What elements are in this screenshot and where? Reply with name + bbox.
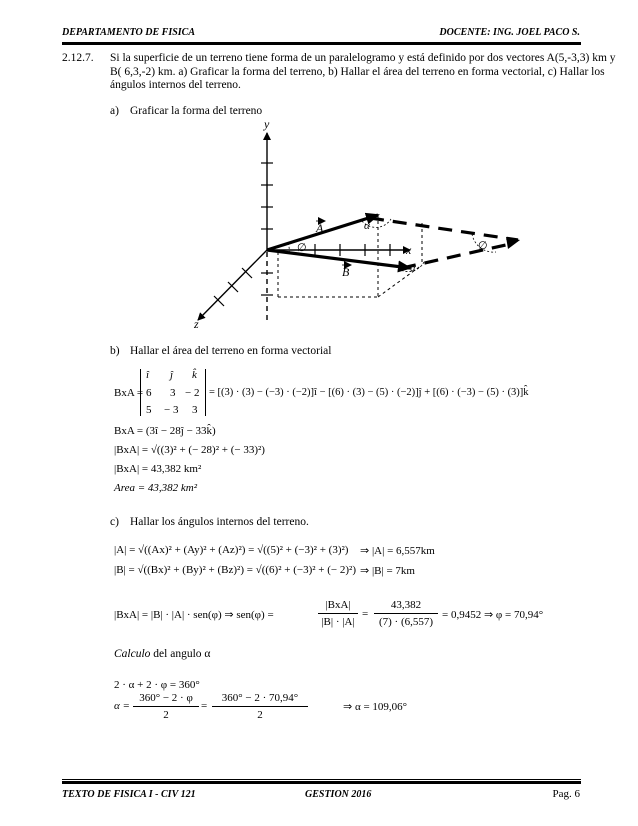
problem-line-2: B( 6,3,-2) km. a) Graficar la forma del terreno, b) Hallar el área del terreno en forma vectorial, c) Hallar los bbox=[110, 65, 605, 78]
calculo-rest: del angulo α bbox=[150, 648, 211, 660]
parallelogram-figure bbox=[190, 115, 535, 335]
determinant-left-bar bbox=[140, 369, 141, 416]
problem-line-1: Si la superficie de un terreno tiene forma de un paralelogramo y está definido por dos vectores A(5,-3,3) km y bbox=[110, 52, 616, 64]
determinant-right-bar bbox=[205, 369, 206, 416]
det-row3-c2: − 3 bbox=[164, 404, 179, 416]
det-row3-c3: 3 bbox=[192, 404, 198, 416]
fraction3-numerator: 360° − 2 · φ bbox=[139, 692, 193, 704]
axis-y-label: y bbox=[264, 117, 270, 131]
fraction1-bar bbox=[318, 613, 358, 614]
part-a-label: a) bbox=[110, 105, 119, 117]
magnitude-a-expr: |A| = √((Ax)² + (Ay)² + (Az)²) = √((5)² + (−3)² + (3)²) bbox=[114, 544, 349, 556]
vector-b bbox=[267, 250, 410, 268]
construction-lines bbox=[278, 215, 422, 297]
z-axis-ticks bbox=[214, 268, 252, 306]
fraction4-bar bbox=[212, 706, 308, 707]
footer-left: TEXTO DE FISICA I - CIV 121 bbox=[62, 789, 196, 800]
part-b-text: Hallar el área del terreno en forma vectorial bbox=[130, 345, 332, 357]
unit-i: î bbox=[146, 369, 150, 381]
cross-angle-eq: |BxA| = |B| · |A| · sen(φ) ⇒ sen(φ) = bbox=[114, 609, 274, 621]
cross-magnitude-expr: |BxA| = √((3)² + (− 28)² + (− 33)²) bbox=[114, 444, 265, 456]
fraction3-denominator: 2 bbox=[163, 709, 169, 721]
alpha-label-bottom: α bbox=[410, 262, 416, 274]
fraction4-denominator: 2 bbox=[257, 709, 263, 721]
part-c-label: c) bbox=[110, 516, 119, 528]
problem-statement bbox=[110, 52, 616, 93]
fraction-equals: = bbox=[362, 608, 369, 620]
fraction1-denominator: |B| · |A| bbox=[321, 616, 355, 628]
fraction3-bar bbox=[133, 706, 199, 707]
part-c-text: Hallar los ángulos internos del terreno. bbox=[130, 516, 309, 528]
parallelogram-side-top bbox=[370, 218, 518, 240]
footer-center: GESTION 2016 bbox=[305, 789, 372, 800]
det-row3-c1: 5 bbox=[146, 404, 152, 416]
alpha-result: ⇒ α = 109,06° bbox=[343, 701, 408, 713]
header-left: DEPARTAMENTO DE FISICA bbox=[62, 27, 196, 38]
fraction1-numerator: |BxA| bbox=[325, 599, 351, 611]
unit-j: ĵ bbox=[170, 369, 174, 381]
header-right: DOCENTE: ING. JOEL PACO S. bbox=[439, 27, 580, 38]
fraction3-equals: = bbox=[201, 700, 208, 712]
calculo-word: Calculo bbox=[114, 648, 151, 660]
determinant-expansion: = [(3) · (3) − (−3) · (−2)]î − [(6) · (3) − (5) · (−2)]ĵ + [(6) · (−3) − (5) · (3)]k̂ bbox=[209, 387, 529, 398]
phi-label-right: ∅ bbox=[478, 240, 488, 252]
magnitude-b-result: ⇒ |B| = 7km bbox=[360, 565, 415, 577]
cross-magnitude-value: |BxA| = 43,382 km² bbox=[114, 463, 202, 475]
part-b-label: b) bbox=[110, 345, 120, 357]
magnitude-b-expr: |B| = √((Bx)² + (By)² + (Bz)²) = √((6)² + (−3)² + (− 2)²) bbox=[114, 564, 356, 576]
page-number: Pag. 6 bbox=[552, 788, 580, 800]
part-a-text: Graficar la forma del terreno bbox=[130, 105, 263, 117]
problem-line-3: ángulos internos del terreno. bbox=[110, 79, 241, 91]
det-row2-c2: 3 bbox=[170, 387, 176, 399]
phi-result: = 0,9452 ⇒ φ = 70,94° bbox=[442, 609, 544, 621]
axis-x-label: x bbox=[406, 243, 412, 257]
cross-lhs: BxA = bbox=[114, 387, 144, 399]
z-axis bbox=[198, 250, 267, 320]
axis-z-label: z bbox=[194, 317, 199, 331]
alpha-lhs: α = bbox=[114, 700, 130, 712]
header-rule bbox=[62, 42, 581, 45]
vector-b-label: B bbox=[342, 265, 350, 279]
angle-sum-eq: 2 · α + 2 · φ = 360° bbox=[114, 679, 200, 691]
footer-rule bbox=[62, 781, 581, 784]
fraction2-bar bbox=[374, 613, 438, 614]
alpha-label-top: α bbox=[364, 220, 370, 232]
det-row2-c3: − 2 bbox=[185, 387, 200, 399]
area-result: Area = 43,382 km² bbox=[114, 482, 198, 494]
parallelogram-side-right bbox=[402, 244, 510, 268]
phi-label-origin: ∅ bbox=[297, 242, 307, 254]
magnitude-a-result: ⇒ |A| = 6,557km bbox=[360, 545, 435, 557]
det-row2-c1: 6 bbox=[146, 387, 152, 399]
fraction4-numerator: 360° − 2 · 70,94° bbox=[221, 692, 299, 704]
fraction2-numerator: 43,382 bbox=[390, 599, 422, 611]
cross-result-vector: BxA = (3î − 28ĵ − 33k̂) bbox=[114, 425, 216, 437]
fraction2-denominator: (7) · (6,557) bbox=[378, 616, 434, 628]
footer-rule-thin bbox=[62, 779, 581, 780]
calculo-heading bbox=[114, 648, 210, 662]
problem-number: 2.12.7. bbox=[62, 52, 94, 64]
vector-a-label: A bbox=[316, 221, 324, 235]
unit-k: k̂ bbox=[192, 369, 197, 381]
